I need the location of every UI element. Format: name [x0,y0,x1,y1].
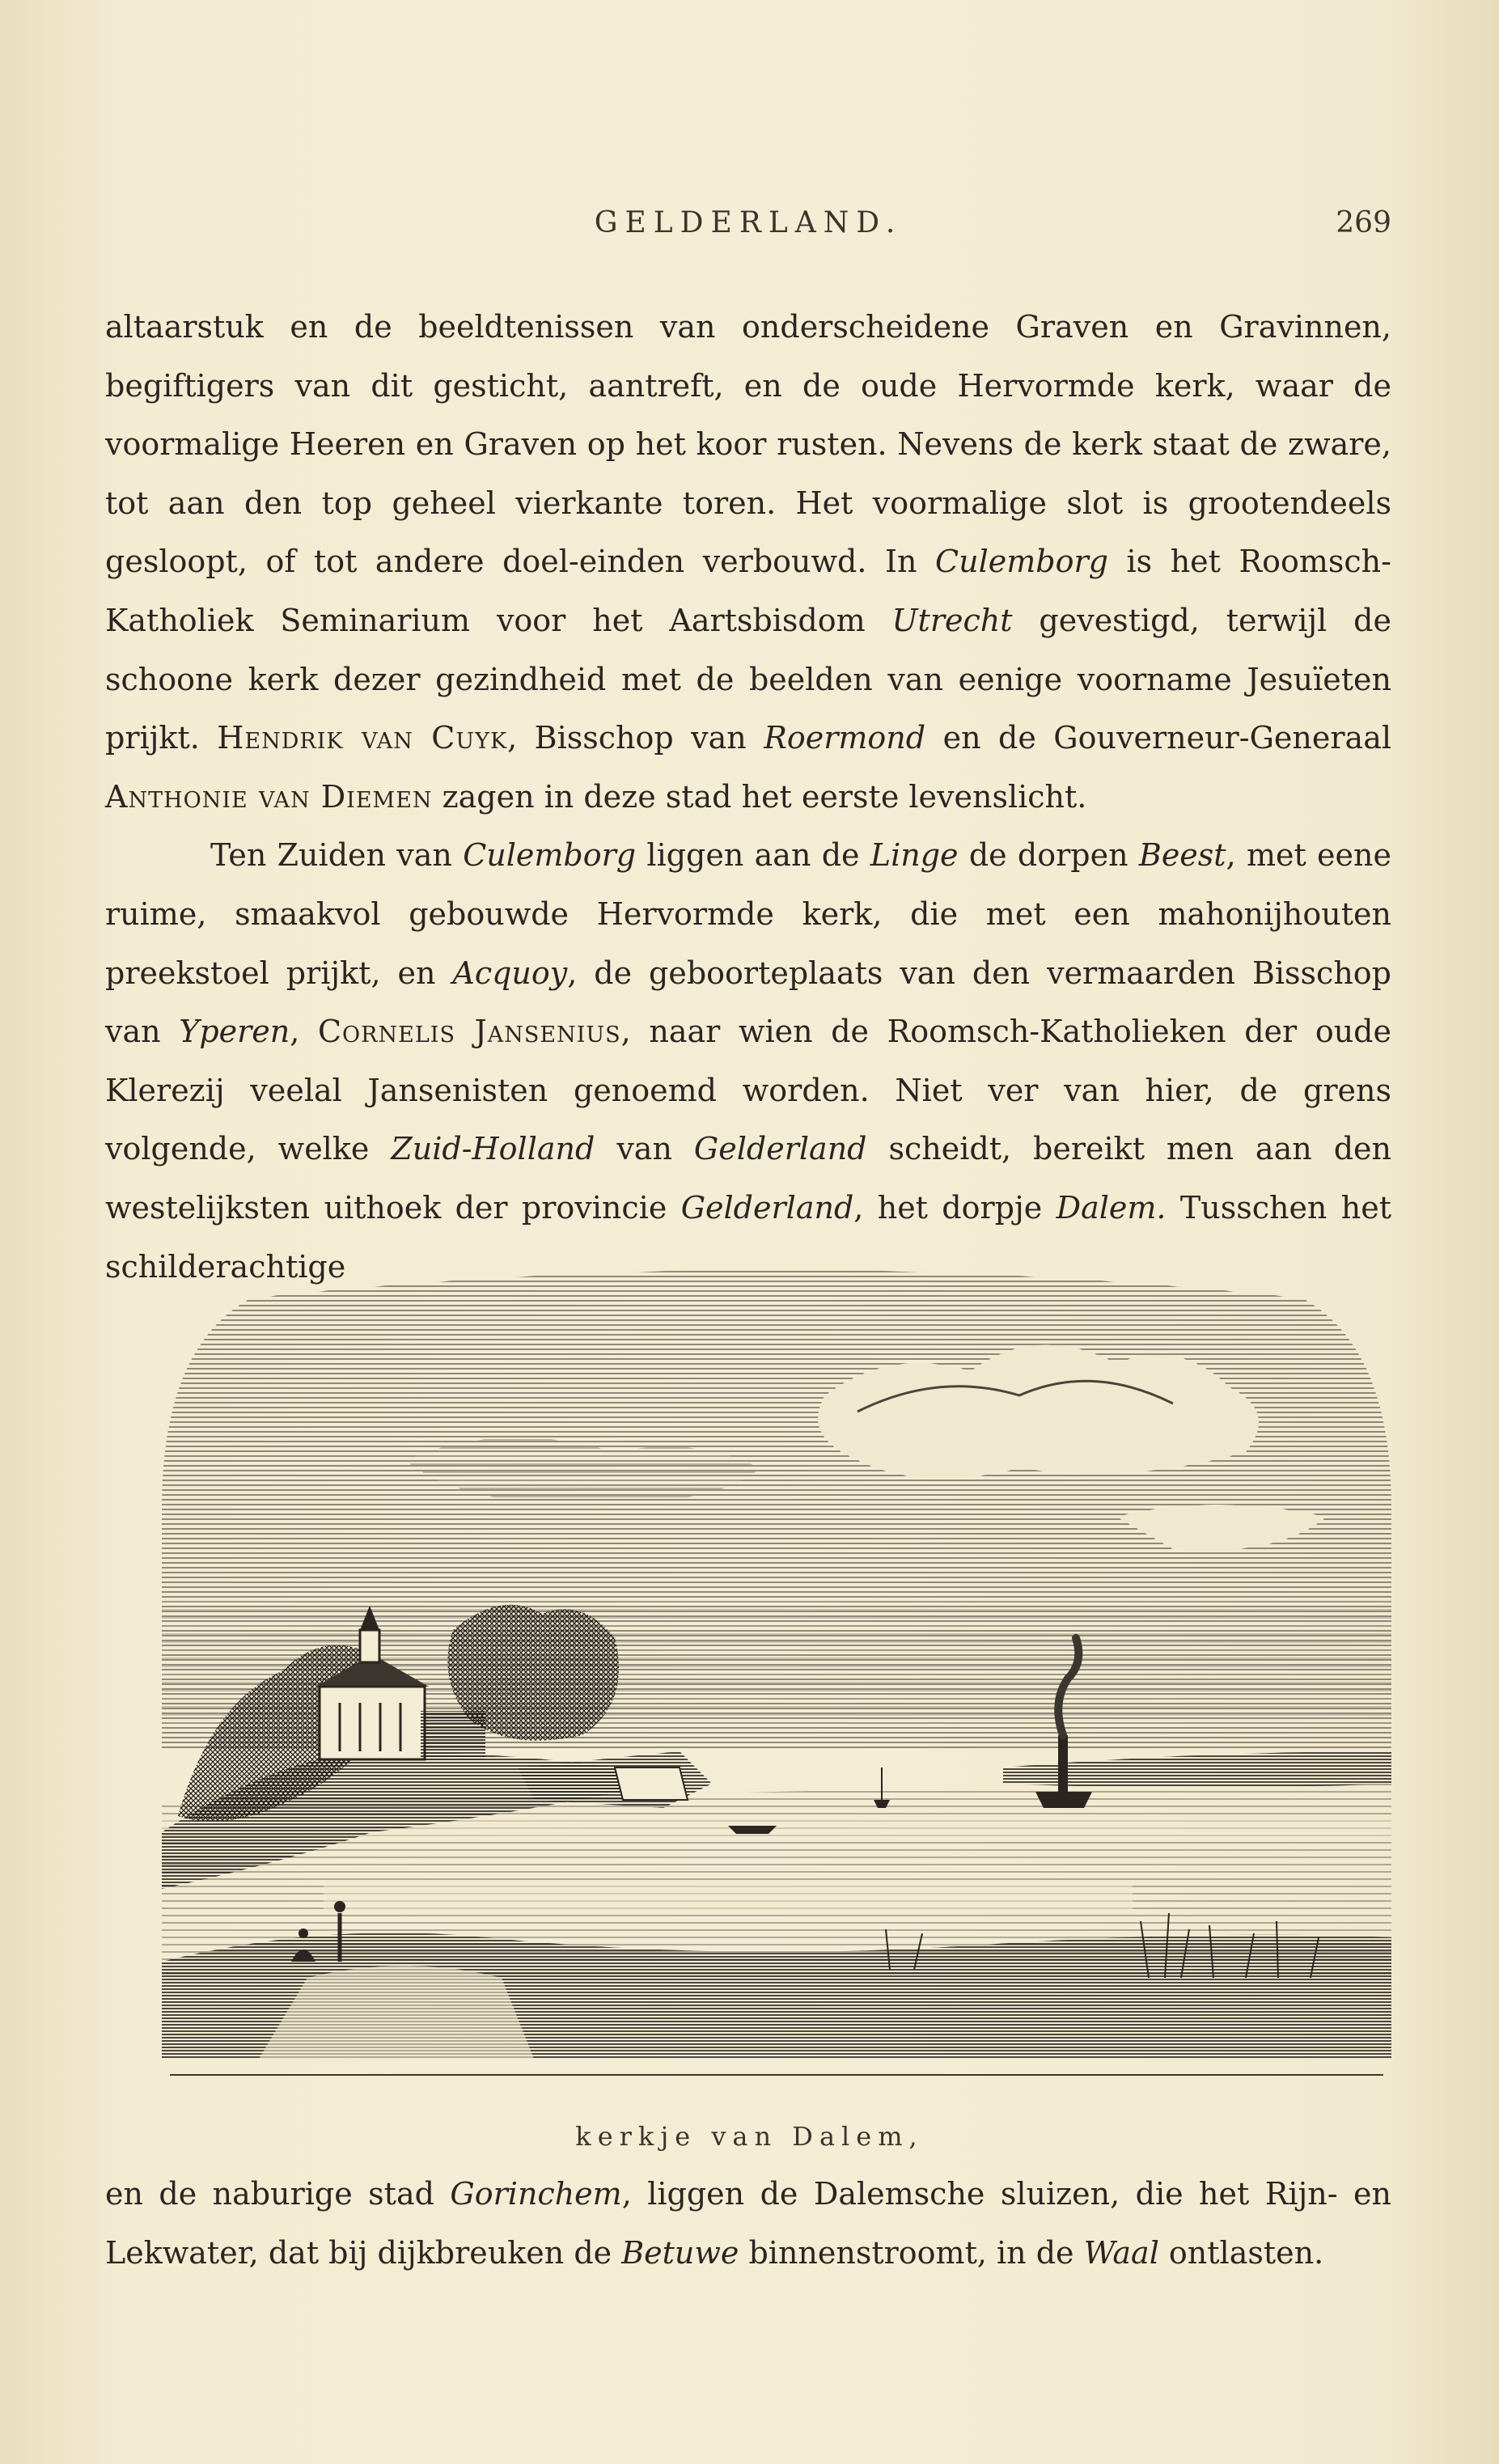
text-run: gevestigd, terwijl de schoone kerk dezer gezindheid met de beelden van eenige voorname Jesuïeten prijkt. [105,602,1391,756]
place-name: Acquoy [452,955,568,991]
place-name: Gorinchem [450,2176,622,2212]
water-shine [324,1881,1133,1913]
place-name: Culemborg [935,544,1108,580]
place-name: Dalem. [1056,1189,1167,1226]
text-run: , liggen de Dalemsche sluizen, die het Rijn- en Lekwater, dat bij dijkbreuken de [105,2176,1392,2271]
text-run: Ten Zuiden van [210,837,464,874]
text-run: scheidt, bereikt men aan den westelijksten uithoek der provincie [105,1131,1391,1226]
text-run: en de Gouverneur-Generaal [925,720,1391,756]
engraving-kerkje-van-dalem [162,1250,1391,2107]
text-run: zagen in deze stad het eerste levenslicht. [432,778,1087,815]
text-run: binnenstroomt, in de [739,2234,1084,2271]
text-run: , met eene ruime, smaakvol gebouwde Hervormde kerk, die met een mahonijhouten preekstoel prijkt, en [105,837,1391,991]
text-run: , Bisschop van [507,720,764,756]
place-name: Zuid-Holland [391,1131,595,1167]
text-run: ontlasten. [1158,2234,1324,2271]
person-name: Cornelis Jansenius [317,1014,621,1050]
place-name: Linge [870,837,959,874]
paragraph-sluices [105,2165,1391,2282]
place-name: Betuwe [621,2234,739,2271]
place-name: Gelderland [693,1131,867,1167]
body-text-bottom [105,2165,1391,2282]
place-name: Beest [1138,837,1226,874]
text-run: , de geboorteplaats van den vermaarden Bisschop van [105,955,1391,1050]
text-run: , [290,1014,318,1050]
place-name: Gelderland [680,1189,854,1226]
page-number: 269 [1336,206,1391,239]
person-name: Anthonie van Diemen [105,778,433,815]
sluice-gate [615,1768,688,1800]
rowing-boat [728,1826,777,1834]
illustration-caption: kerkje van Dalem, [575,2121,924,2152]
place-name: Roermond [764,720,926,756]
text-run: altaarstuk en de beeldtenissen van onderscheidene Graven en Gravinnen, begiftigers van dit gesticht, aantreft, en de oude Hervormde kerk, waar de voormalige Heeren en Graven op het koor rusten. Nevens de kerk staat de zware, tot aan den top geheel vierkante toren. Het voormalige slot is grootendeels gesloopt, of tot andere doel-einden verbouwd. In [105,309,1391,580]
engraving-scene [162,1250,1391,2059]
paragraph-linge [105,826,1391,1296]
text-run: Tusschen het schilderachtige [105,1189,1391,1285]
place-name: Utrecht [891,602,1013,638]
running-title: GELDERLAND. [594,206,903,239]
paragraph-culemborg [105,298,1391,826]
text-run: , naar wien de Roomsch-Katholieken der oude Klerezij veelal Jansenisten genoemd worden. Niet ver van hier, de grens volgende, welke [105,1014,1391,1167]
body-text-top [105,298,1391,1296]
place-name: Waal [1083,2234,1159,2271]
text-run: liggen aan de [636,837,870,874]
text-run: de dorpen [958,837,1139,874]
text-run: , het dorpje [853,1189,1056,1226]
text-run: van [595,1131,694,1167]
person-name: Hendrik van Cuyk [217,720,508,756]
place-name: Yperen [179,1014,290,1050]
page-header [105,206,1391,255]
text-run: en de naburige stad [105,2176,451,2212]
place-name: Culemborg [463,837,637,874]
text-run: is het Roomsch-Katholiek Seminarium voor het Aartsbisdom [105,544,1391,638]
